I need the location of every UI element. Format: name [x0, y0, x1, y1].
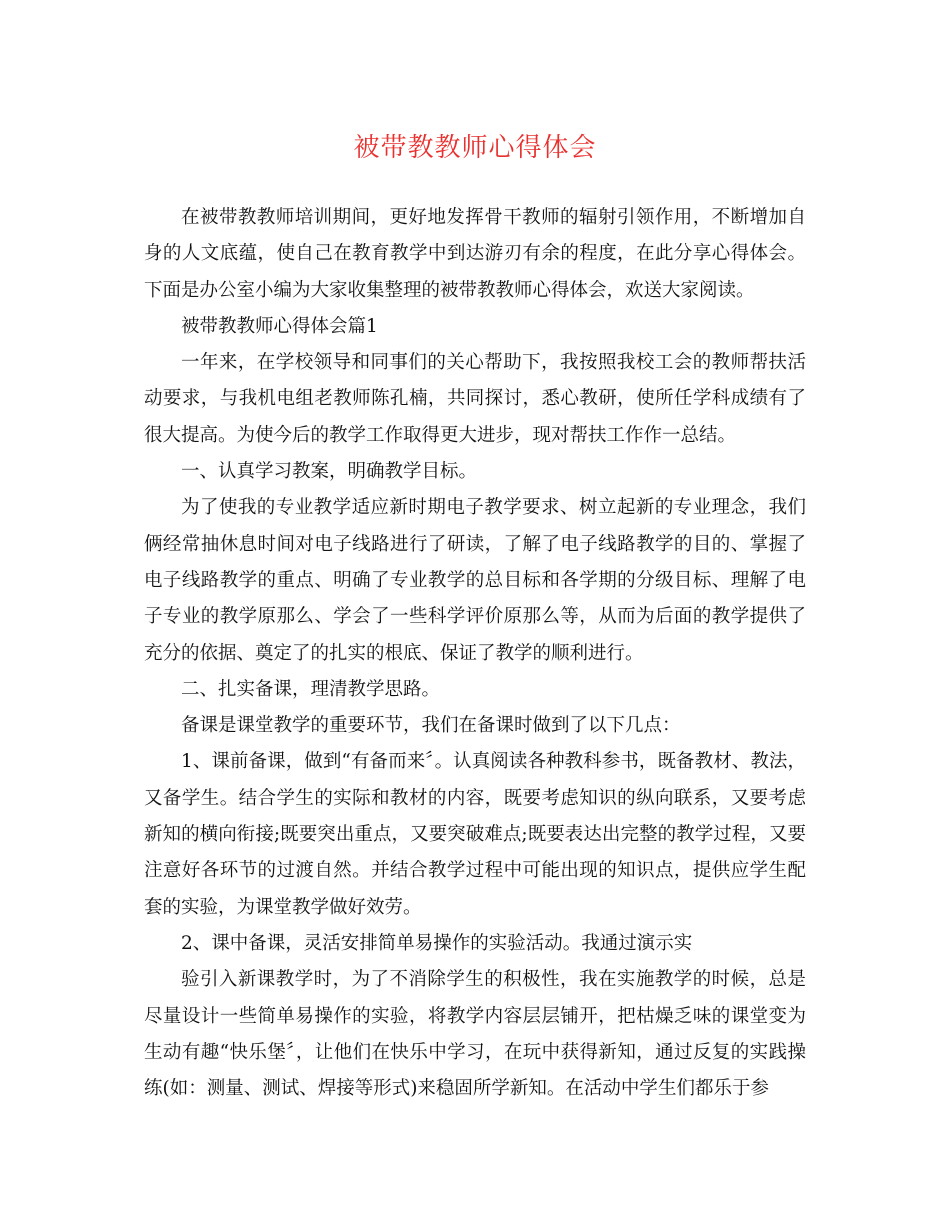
paragraph: 2、课中备课，灵活安排简单易操作的实验活动。我通过演示实 [181, 932, 693, 954]
paragraph: 一年来，在学校领导和同事们的关心帮助下，我按照我校工会的教师帮扶活动要求，与我机电组老教师陈孔楠，共同探讨，悉心教研，使所任学科成绩有了很大提高。为使今后的教学工作取得更大进步，现对帮扶工作作一总结。 [144, 352, 806, 446]
paragraph-intro: 在被带教教师培训期间，更好地发挥骨干教师的辐射引领作用，不断增加自身的人文底蕴，使自己在教育教学中到达游刃有余的程度，在此分享心得体会。下面是办公室小编为大家收集整理的被带教教师心得体会，欢送大家阅读。 [144, 207, 806, 301]
section-heading: 一、认真学习教案，明确教学目标。 [181, 461, 478, 483]
section-heading: 被带教教师心得体会篇1 [181, 315, 378, 337]
section-heading: 二、扎实备课，理清教学思路。 [181, 678, 441, 700]
paragraph: 为了使我的专业教学适应新时期电子教学要求、树立起新的专业理念，我们俩经常抽休息时间对电子线路进行了研读，了解了电子线路教学的目的、掌握了电子线路教学的重点、明确了专业教学的总目标和各学期的分级目标、理解了电子专业的教学原那么、学会了一些科学评价原那么等，从而为后面的教学提供了充分的依据、奠定了的扎实的根底、保证了教学的顺利进行。 [144, 497, 806, 664]
paragraph: 备课是课堂教学的重要环节，我们在备课时做到了以下几点： [181, 715, 681, 737]
paragraph: 验引入新课教学时，为了不消除学生的积极性，我在实施教学的时候，总是尽量设计一些简单易操作的实验，将教学内容层层铺开，把枯燥乏味的课堂变为生动有趣“快乐堡〞，让他们在快乐中学习，在玩中获得新知，通过反复的实践操练(如：测量、测试、焊接等形式)来稳固所学新知。在活动中学生们都乐于参 [144, 969, 806, 1100]
document-body [144, 200, 806, 1107]
paragraph: 1、课前备课，做到“有备而来〞。认真阅读各种教科参书，既备教材、教法，又备学生。结合学生的实际和教材的内容，既要考虑知识的纵向联系，又要考虑新知的横向衔接;既要突出重点，又要突破难点;既要表达出完整的教学过程，又要注意好各环节的过渡自然。并结合教学过程中可能出现的知识点，提供应学生配套的实验，为课堂教学做好效劳。 [144, 751, 806, 918]
document-title: 被带教教师心得体会 [353, 133, 597, 163]
